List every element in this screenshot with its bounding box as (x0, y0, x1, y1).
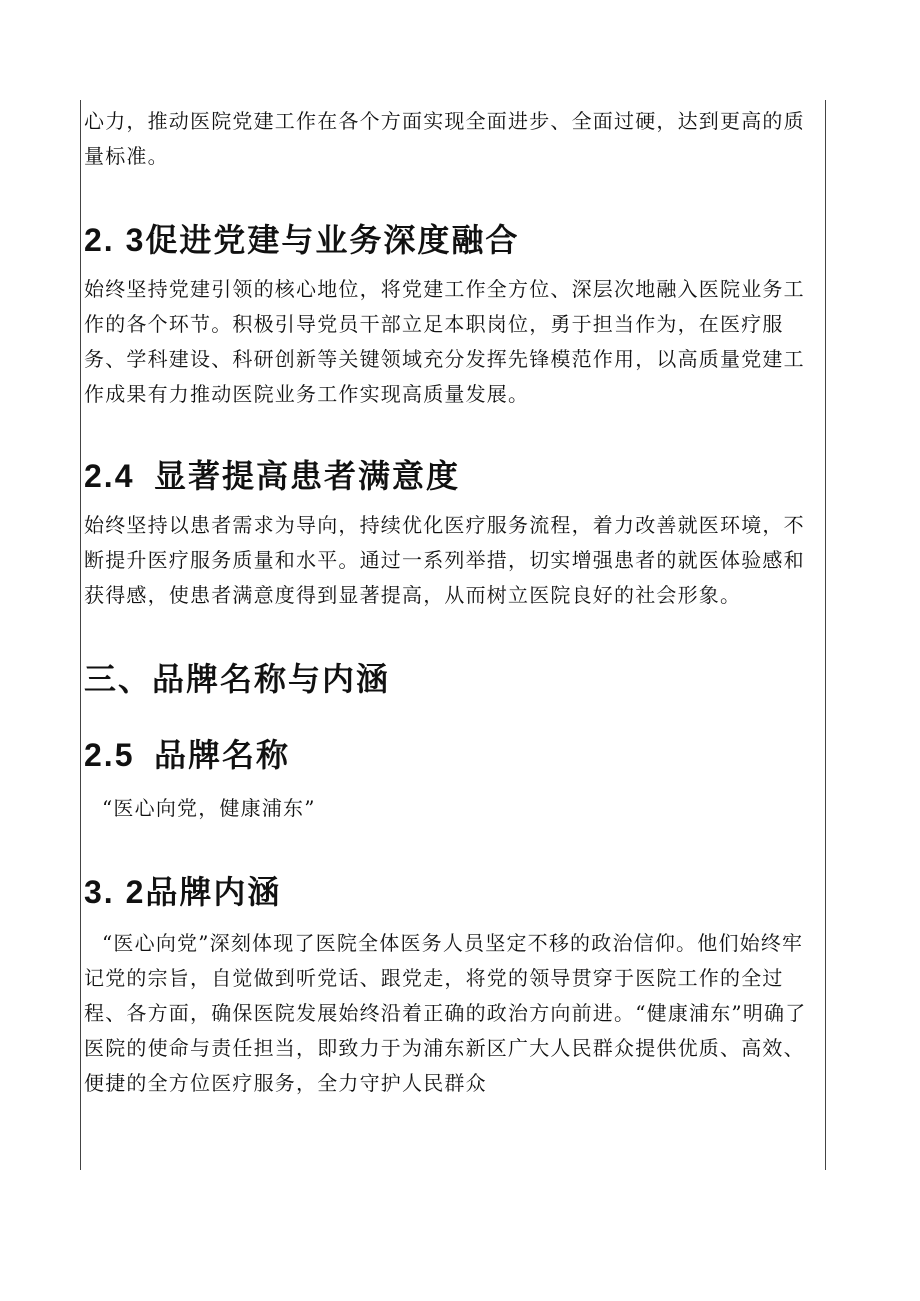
section-3-2-number: 3. 2 (84, 874, 146, 910)
section-3-2-heading (84, 872, 814, 912)
section-2-4-title: 显著提高患者满意度 (154, 457, 461, 495)
section-2-3-number: 2. 3 (84, 222, 146, 258)
section-3-2-title: 品牌内涵 (145, 873, 282, 911)
section-2-4-number: 2.4 (84, 458, 135, 494)
intro-paragraph: 心力，推动医院党建工作在各个方面实现全面进步、全面过硬，达到更高的质量标准。 (84, 109, 805, 168)
section-2-5-number: 2.5 (84, 737, 135, 773)
section-2-5-title: 品牌名称 (154, 736, 291, 774)
section-2-4-heading (84, 456, 814, 496)
section-2-3-heading (84, 220, 814, 260)
document-body (84, 100, 814, 1101)
section-2-4-body: 始终坚持以患者需求为导向，持续优化医疗服务流程，着力改善就医环境，不断提升医疗服务质量和水平。通过一系列举措，切实增强患者的就医体验感和获得感，使患者满意度得到显著提高，从而树立医院良好的社会形象。 (84, 513, 805, 607)
section-3-2-body: “医心向党”深刻体现了医院全体医务人员坚定不移的政治信仰。他们始终牢记党的宗旨，自觉做到听党话、跟党走，将党的领导贯穿于医院工作的全过程、各方面，确保医院发展始终沿着正确的政治方向前进。“健康浦东”明确了医院的使命与责任担当，即致力于为浦东新区广大人民群众提供优质、高效、便捷的全方位医疗服务，全力守护人民群众 (84, 931, 807, 1095)
section-2-3-body: 始终坚持党建引领的核心地位，将党建工作全方位、深层次地融入医院业务工作的各个环节。积极引导党员干部立足本职岗位，勇于担当作为，在医疗服务、学科建设、科研创新等关键领域充分发挥先锋模范作用，以高质量党建工作成果有力推动医院业务工作实现高质量发展。 (84, 277, 805, 406)
section-2-3-title: 促进党建与业务深度融合 (145, 221, 520, 259)
brand-name-text: “医心向党，健康浦东” (102, 796, 316, 820)
section-2-5-heading (84, 735, 814, 775)
chapter-3-heading: 三、品牌名称与内涵 (84, 660, 391, 698)
